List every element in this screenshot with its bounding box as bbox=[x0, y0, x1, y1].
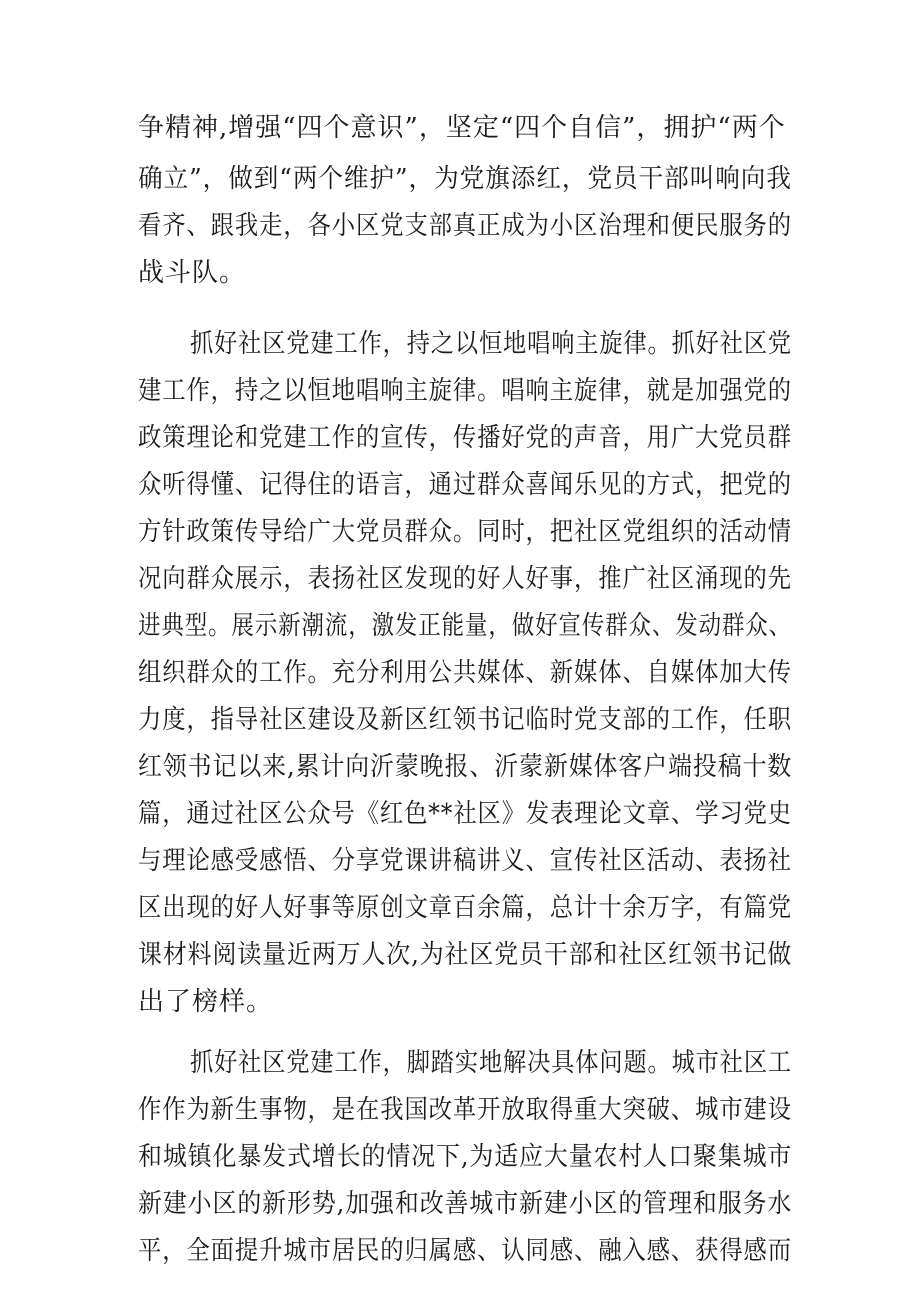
text-line: 进典型。展示新潮流，激发正能量，做好宣传群众、发动群众、 bbox=[138, 611, 793, 641]
text-line: 政策理论和党建工作的宣传，传播好党的声音，用广大党员群 bbox=[138, 423, 793, 453]
text-line: 篇，通过社区公众号《红色**社区》发表理论文章、学习党史 bbox=[138, 799, 793, 829]
text-line: 出了榜样。 bbox=[138, 987, 274, 1017]
text-line: 战斗队。 bbox=[138, 258, 247, 288]
text-line: 确立”，做到“两个维护”，为党旗添红，党员干部叫响向我 bbox=[138, 164, 792, 194]
text-line: 新建小区的新形势,加强和改善城市新建小区的管理和服务水 bbox=[138, 1189, 793, 1219]
text-line: 红领书记以来,累计向沂蒙晚报、沂蒙新媒体客户端投稿十数 bbox=[138, 752, 793, 782]
text-line: 课材料阅读量近两万人次,为社区党员干部和社区红领书记做 bbox=[138, 940, 793, 970]
text-line: 力度，指导社区建设及新区红领书记临时党支部的工作，任职 bbox=[138, 705, 793, 735]
text-line: 平，全面提升城市居民的归属感、认同感、融入感、获得感而 bbox=[138, 1236, 793, 1266]
text-line: 看齐、跟我走，各小区党支部真正成为小区治理和便民服务的 bbox=[138, 211, 793, 241]
text-line: 抓好社区党建工作，持之以恒地唱响主旋律。抓好社区党 bbox=[190, 329, 793, 359]
text-line: 与理论感受感悟、分享党课讲稿讲义、宣传社区活动、表扬社 bbox=[138, 846, 793, 876]
text-line: 区出现的好人好事等原创文章百余篇，总计十余万字，有篇党 bbox=[138, 893, 793, 923]
text-line: 作作为新生事物，是在我国改革开放取得重大突破、城市建设 bbox=[138, 1095, 793, 1125]
text-line: 和城镇化暴发式增长的情况下,为适应大量农村人口聚集城市 bbox=[138, 1142, 793, 1172]
text-line: 方针政策传导给广大党员群众。同时，把社区党组织的活动情 bbox=[138, 517, 793, 547]
text-line: 抓好社区党建工作，脚踏实地解决具体问题。城市社区工 bbox=[190, 1048, 793, 1078]
text-line: 建工作，持之以恒地唱响主旋律。唱响主旋律，就是加强党的 bbox=[138, 376, 793, 406]
text-line: 争精神,增强“四个意识”，坚定“四个自信”，拥护“两个 bbox=[138, 113, 786, 143]
text-line: 组织群众的工作。充分利用公共媒体、新媒体、自媒体加大传 bbox=[138, 658, 793, 688]
text-line: 况向群众展示，表扬社区发现的好人好事，推广社区涌现的先 bbox=[138, 564, 793, 594]
text-line: 众听得懂、记得住的语言，通过群众喜闻乐见的方式，把党的 bbox=[138, 470, 793, 500]
